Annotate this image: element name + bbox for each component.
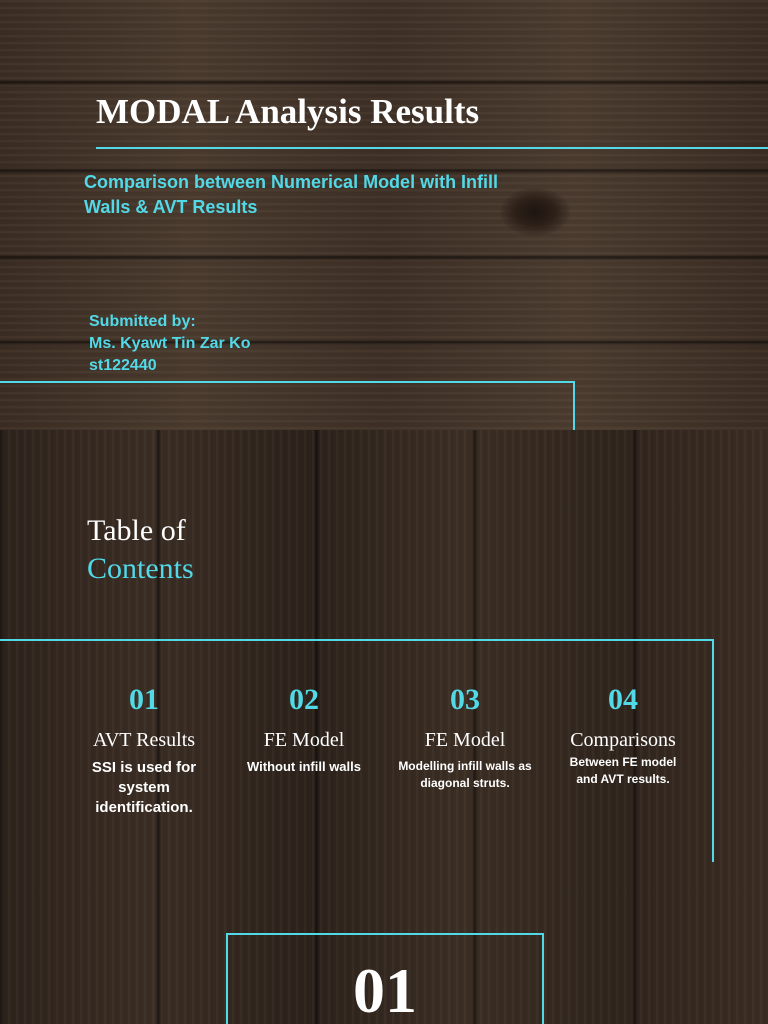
toc-title-line-1: Table of [87, 514, 186, 547]
title-slide [0, 0, 768, 430]
toc-item-heading: FE Model [263, 729, 345, 751]
submitted-block [89, 311, 251, 377]
toc-item-number: 04 [608, 683, 638, 716]
toc-item-heading: FE Model [424, 729, 506, 751]
toc-title-line-2: Contents [87, 552, 194, 585]
slide-subtitle [84, 170, 644, 220]
toc-item-number: 03 [450, 683, 480, 716]
toc-item [390, 682, 540, 792]
toc-item-description: SSI is used for system identification. [91, 759, 197, 816]
toc-item [69, 682, 219, 818]
slide-title: MODAL Analysis Results [96, 92, 480, 131]
student-id: st122440 [89, 357, 157, 374]
toc-slide [0, 430, 768, 862]
toc-item-description: Between FE model and AVT results. [569, 755, 677, 786]
toc-item-number: 01 [129, 683, 159, 716]
toc-item-heading: Comparisons [570, 729, 676, 751]
section-number: 01 [353, 955, 417, 1024]
toc-item-description: Modelling infill walls as diagonal struts. [398, 759, 532, 790]
toc-item-description: Without infill walls [247, 759, 361, 774]
subtitle-line-1: Comparison between Numerical Model with Infill [84, 172, 499, 192]
decorative-frame [0, 381, 575, 430]
toc-item-number: 02 [289, 683, 319, 716]
author-name: Ms. Kyawt Tin Zar Ko [89, 335, 251, 352]
toc-title [87, 512, 194, 588]
toc-item [229, 682, 379, 775]
toc-item-heading: AVT Results [92, 729, 196, 751]
submitted-label: Submitted by: [89, 313, 196, 330]
title-underline [96, 147, 768, 149]
section-slide [0, 862, 768, 1024]
subtitle-line-2: Walls & AVT Results [84, 197, 258, 217]
toc-item [548, 682, 698, 788]
